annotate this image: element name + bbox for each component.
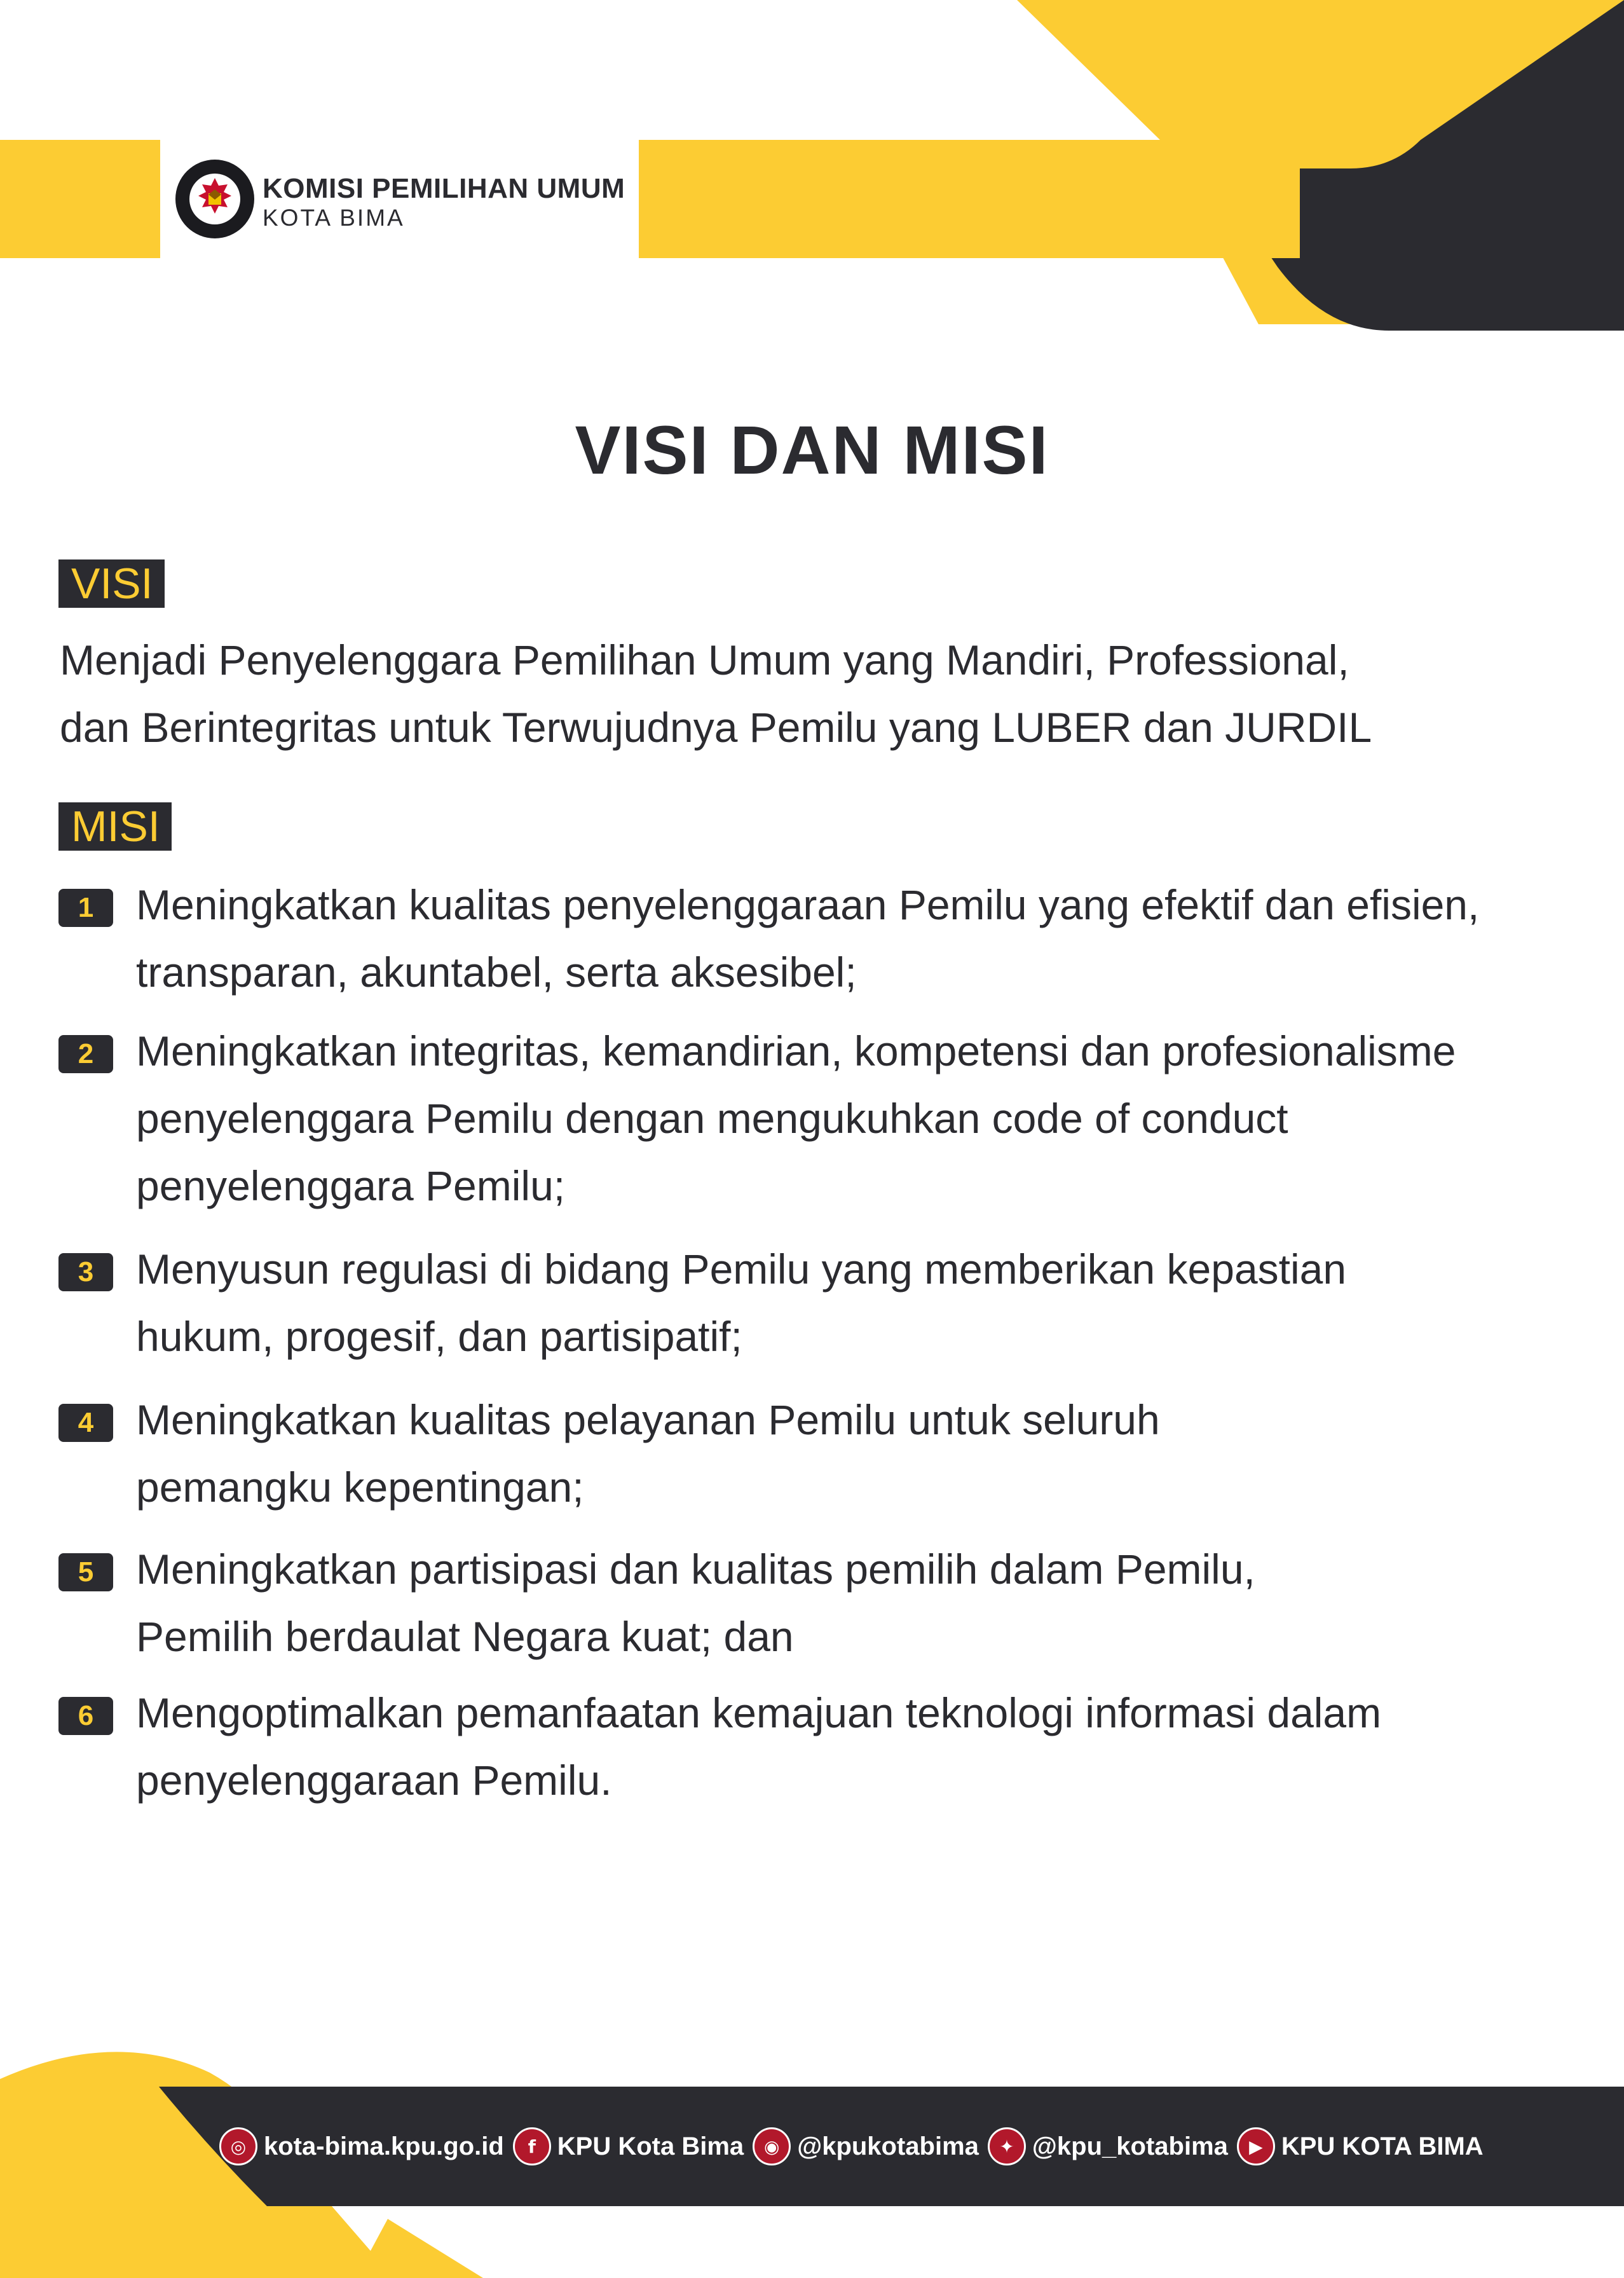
footer-link-facebook[interactable]	[513, 2127, 744, 2165]
footer-link-instagram[interactable]	[753, 2127, 979, 2165]
misi-number-badge: 5	[58, 1553, 113, 1591]
visi-text	[60, 626, 1598, 761]
org-name: KOMISI PEMILIHAN UMUM	[263, 173, 625, 204]
header-band-right	[639, 140, 1300, 258]
misi-text	[136, 1017, 1598, 1219]
misi-number-badge: 1	[58, 889, 113, 927]
misi-line: Menyusun regulasi di bidang Pemilu yang memberikan kepastian	[136, 1245, 1347, 1293]
misi-text	[136, 1386, 1598, 1521]
misi-line: Meningkatkan kualitas pelayanan Pemilu untuk seluruh	[136, 1396, 1160, 1443]
kpu-logo-graphic	[173, 151, 257, 247]
misi-text	[136, 1235, 1598, 1370]
misi-line: Meningkatkan kualitas penyelenggaraan Pemilu yang efektif dan efisien,	[136, 881, 1480, 928]
kpu-logo	[173, 151, 257, 247]
footer-links	[219, 2121, 1492, 2172]
footer-link-text: @kpukotabima	[797, 2132, 979, 2160]
footer-link-youtube[interactable]	[1237, 2127, 1484, 2165]
misi-number-badge: 4	[58, 1404, 113, 1442]
footer-link-website[interactable]	[219, 2127, 504, 2165]
misi-text	[136, 1535, 1598, 1670]
header-band-left	[0, 140, 160, 258]
footer-link-text: kota-bima.kpu.go.id	[264, 2132, 504, 2160]
misi-line: transparan, akuntabel, serta aksesibel;	[136, 949, 857, 996]
misi-text	[136, 1679, 1598, 1814]
footer-link-text: @kpu_kotabima	[1032, 2132, 1228, 2160]
misi-line: Pemilih berdaulat Negara kuat; dan	[136, 1613, 794, 1660]
misi-line: penyelenggaraan Pemilu.	[136, 1757, 612, 1804]
misi-line: penyelenggara Pemilu dengan mengukuhkan code of conduct	[136, 1095, 1288, 1142]
misi-number-badge: 3	[58, 1253, 113, 1291]
page-title: VISI DAN MISI	[575, 411, 1049, 488]
org-city: KOTA BIMA	[263, 205, 405, 231]
misi-number-badge: 6	[58, 1697, 113, 1735]
misi-line: Meningkatkan integritas, kemandirian, kompetensi dan profesionalisme	[136, 1027, 1456, 1074]
footer-link-twitter[interactable]	[988, 2127, 1228, 2165]
visi-line: Menjadi Penyelenggara Pemilihan Umum yang Mandiri, Professional,	[60, 636, 1349, 683]
footer-link-text: KPU KOTA BIMA	[1281, 2132, 1484, 2160]
twitter-icon: ✦	[988, 2127, 1026, 2165]
misi-line: Mengoptimalkan pemanfaatan kemajuan teknologi informasi dalam	[136, 1689, 1382, 1736]
dribbble-icon: ◎	[219, 2127, 257, 2165]
visi-label: VISI	[58, 559, 165, 608]
misi-label: MISI	[58, 802, 172, 851]
misi-text	[136, 871, 1598, 1006]
youtube-icon: ▶	[1237, 2127, 1275, 2165]
facebook-icon: f	[513, 2127, 551, 2165]
misi-line: pemangku kepentingan;	[136, 1464, 584, 1511]
instagram-icon: ◉	[753, 2127, 791, 2165]
footer-link-text: KPU Kota Bima	[557, 2132, 744, 2160]
misi-line: hukum, progesif, dan partisipatif;	[136, 1313, 742, 1360]
misi-line: penyelenggara Pemilu;	[136, 1162, 566, 1209]
yellow-corner-shape	[356, 2219, 483, 2278]
misi-line: Meningkatkan partisipasi dan kualitas pemilih dalam Pemilu,	[136, 1546, 1255, 1593]
misi-number-badge: 2	[58, 1035, 113, 1073]
visi-line: dan Berintegritas untuk Terwujudnya Pemilu yang LUBER dan JURDIL	[60, 704, 1372, 751]
